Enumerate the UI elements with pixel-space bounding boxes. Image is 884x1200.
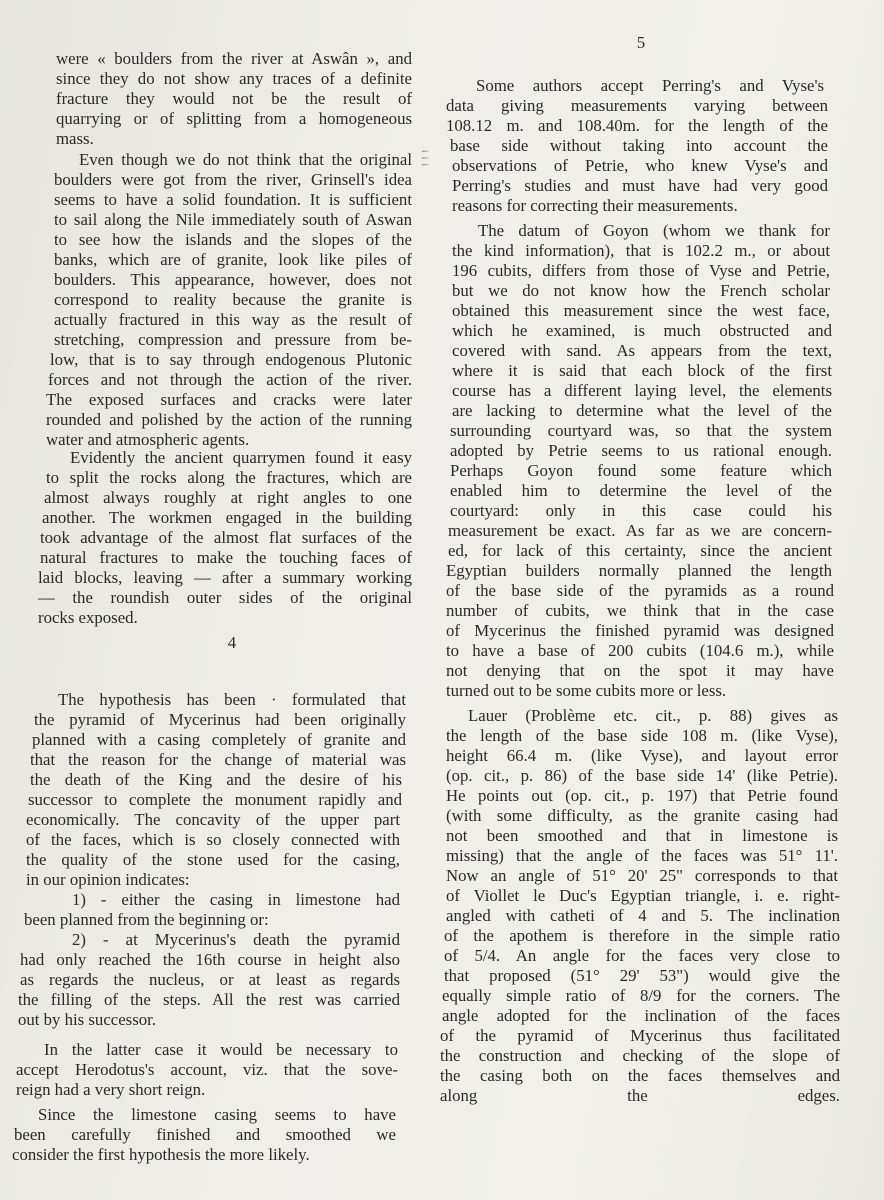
text-line: not denying that on the spot it may have xyxy=(446,661,834,680)
text-line: are lacking to determine what the level of the xyxy=(452,401,832,420)
text-line: missing) that the angle of the faces was 51° 11'. xyxy=(446,846,838,865)
text-line: He points out (op. cit., p. 197) that Petrie found xyxy=(446,786,838,805)
text-line: 108.12 m. and 108.40m. for the length of the xyxy=(446,116,828,135)
text-line: Perring's studies and must have had very good xyxy=(452,176,828,195)
text-line: almost always roughly at right angles to one xyxy=(44,488,412,507)
text-line: the construction and checking of the slope of xyxy=(440,1046,840,1065)
text-line: since they do not show any traces of a definite xyxy=(56,69,412,88)
text-line: boulders were got from the river, Grinsell's idea xyxy=(54,170,412,189)
text-line: were « boulders from the river at Aswân », and xyxy=(56,49,412,68)
text-line: that the reason for the change of material was xyxy=(30,750,406,769)
text-line: Some authors accept Perring's and Vyse's xyxy=(476,76,824,95)
text-line: Perhaps Goyon found some feature which xyxy=(450,461,832,480)
section-heading: 4 xyxy=(227,633,237,652)
text-line: successor to complete the monument rapidly and xyxy=(28,790,402,809)
text-line: angled with catheti of 4 and 5. The inclination xyxy=(446,906,840,925)
text-line: economically. The concavity of the upper part xyxy=(26,810,400,829)
text-line: the filling of the steps. All the rest was carried xyxy=(18,990,400,1009)
text-line: angle adopted for the inclination of the faces xyxy=(442,1006,840,1025)
text-line: which he examined, is much obstructed and xyxy=(452,321,832,340)
text-line: seems to have a solid foundation. It is sufficient xyxy=(54,190,412,209)
text-line: measurement be exact. As far as we are concern- xyxy=(448,521,832,540)
text-line: water and atmospheric agents. xyxy=(46,430,250,449)
text-line: the pyramid of Mycerinus had been originally xyxy=(34,710,406,729)
text-line: data giving measurements varying between xyxy=(446,96,828,115)
text-line: had only reached the 16th course in height also xyxy=(20,950,400,969)
text-line: the death of the King and the desire of his xyxy=(30,770,402,789)
text-line: 1) - either the casing in limestone had xyxy=(72,890,400,909)
text-line: The hypothesis has been · formulated that xyxy=(58,690,406,709)
text-line: the quality of the stone used for the casing, xyxy=(26,850,400,869)
text-line: adopted by Petrie seems to us rational enough. xyxy=(450,441,832,460)
text-line: Evidently the ancient quarrymen found it easy xyxy=(70,448,412,467)
text-line: out by his successor. xyxy=(18,1010,156,1029)
text-line: number of cubits, we think that in the case xyxy=(446,601,834,620)
text-line: turned out to be some cubits more or less. xyxy=(446,681,727,700)
text-line: to see how the islands and the slopes of the xyxy=(54,230,412,249)
text-line: reasons for correcting their measurements. xyxy=(452,196,738,215)
text-line: low, that is to say through endogenous Plutonic xyxy=(50,350,412,369)
text-line: 2) - at Mycerinus's death the pyramid xyxy=(72,930,400,949)
text-line: rounded and polished by the action of the running xyxy=(46,410,412,429)
text-line: Egyptian builders normally planned the length xyxy=(446,561,832,580)
text-line: Even though we do not think that the original xyxy=(79,150,412,169)
text-line: been carefully finished and smoothed we xyxy=(14,1125,396,1144)
text-line: the kind information), that is 102.2 m., or about xyxy=(452,241,830,260)
text-line: where it is said that each block of the first xyxy=(452,361,832,380)
text-line: as regards the nucleus, or at least as regards xyxy=(20,970,400,989)
text-line: the casing both on the faces themselves and xyxy=(440,1066,840,1085)
text-line: that proposed (51° 29' 53") would give the xyxy=(444,966,840,985)
text-line: fracture they would not be the result of xyxy=(56,89,412,108)
text-line: not been smoothed and that in limestone is xyxy=(446,826,838,845)
text-line: but we do not know how the French scholar xyxy=(452,281,830,300)
text-line: surrounding courtyard was, so that the system xyxy=(450,421,832,440)
text-line: Now an angle of 51° 20' 25" corresponds to that xyxy=(446,866,838,885)
text-line: of the apothem is therefore in the simple ratio xyxy=(444,926,840,945)
text-line: (op. cit., p. 86) of the base side 14' (like Petrie). xyxy=(446,766,838,785)
text-line: of the pyramid of Mycerinus thus facilitated xyxy=(440,1026,840,1045)
text-line: banks, which are of granite, look like piles of xyxy=(54,250,412,269)
text-line: 196 cubits, differs from those of Vyse and Petrie, xyxy=(452,261,830,280)
text-line: correspond to reality because the granite is xyxy=(54,290,412,309)
text-line: enabled him to determine the level of the xyxy=(450,481,832,500)
text-line: forces and not through the action of the river. xyxy=(48,370,412,389)
text-line: observations of Petrie, who knew Vyse's and xyxy=(452,156,828,175)
text-line: (with some difficulty, as the granite casing had xyxy=(446,806,838,825)
page-number: 5 xyxy=(636,33,646,52)
text-line: another. The workmen engaged in the building xyxy=(42,508,412,527)
text-line: of 5/4. An angle for the faces very close to xyxy=(444,946,840,965)
text-line: of the base side of the pyramids as a round xyxy=(446,581,834,600)
text-line: along the edges. xyxy=(440,1086,840,1105)
text-line: ed, for lack of this certainty, since the ancient xyxy=(448,541,832,560)
text-line: natural fractures to make the touching faces of xyxy=(40,548,412,567)
text-line: to split the rocks along the fractures, which are xyxy=(46,468,412,487)
text-line: obtained this measurement since the west face, xyxy=(452,301,830,320)
text-line: covered with sand. As appears from the text, xyxy=(452,341,832,360)
text-line: actually fractured in this way as the result of xyxy=(54,310,412,329)
text-line: to sail along the Nile immediately south of Aswan xyxy=(54,210,412,229)
text-line: in our opinion indicates: xyxy=(26,870,190,889)
text-line: The datum of Goyon (whom we thank for xyxy=(478,221,830,240)
text-line: to have a base of 200 cubits (104.6 m.), while xyxy=(446,641,834,660)
text-line: height 66.4 m. (like Vyse), and layout error xyxy=(446,746,838,765)
text-line: been planned from the beginning or: xyxy=(24,910,269,929)
text-line: Lauer (Problème etc. cit., p. 88) gives as xyxy=(468,706,838,725)
text-line: took advantage of the almost flat surfaces of the xyxy=(40,528,412,547)
text-line: planned with a casing completely of granite and xyxy=(32,730,406,749)
text-line: laid blocks, leaving — after a summary working xyxy=(38,568,412,587)
text-line: courtyard: only in this case could his xyxy=(450,501,832,520)
text-line: stretching, compression and pressure from be- xyxy=(54,330,412,349)
text-line: reign had a very short reign. xyxy=(16,1080,206,1099)
text-line: rocks exposed. xyxy=(38,608,138,627)
text-line: of Viollet le Duc's Egyptian triangle, i. e. right- xyxy=(446,886,840,905)
text-line: Since the limestone casing seems to have xyxy=(38,1105,396,1124)
text-line: equally simple ratio of 8/9 for the corners. The xyxy=(442,986,840,1005)
gutter-mark: i i i xyxy=(420,150,430,168)
text-line: accept Herodotus's account, viz. that the sove- xyxy=(16,1060,398,1079)
text-line: — the roundish outer sides of the original xyxy=(38,588,412,607)
text-line: the length of the base side 108 m. (like Vyse), xyxy=(446,726,838,745)
text-line: course has a different laying level, the elements xyxy=(452,381,832,400)
text-line: boulders. This appearance, however, does not xyxy=(54,270,412,289)
text-line: of Mycerinus the finished pyramid was designed xyxy=(446,621,834,640)
text-line: consider the first hypothesis the more likely. xyxy=(12,1145,310,1164)
text-line: quarrying or of splitting from a homogeneous xyxy=(56,109,412,128)
text-line: base side without taking into account the xyxy=(450,136,828,155)
text-line: mass. xyxy=(56,129,94,148)
text-line: of the faces, which is so closely connected with xyxy=(26,830,400,849)
text-line: The exposed surfaces and cracks were later xyxy=(46,390,412,409)
text-line: In the latter case it would be necessary to xyxy=(44,1040,398,1059)
